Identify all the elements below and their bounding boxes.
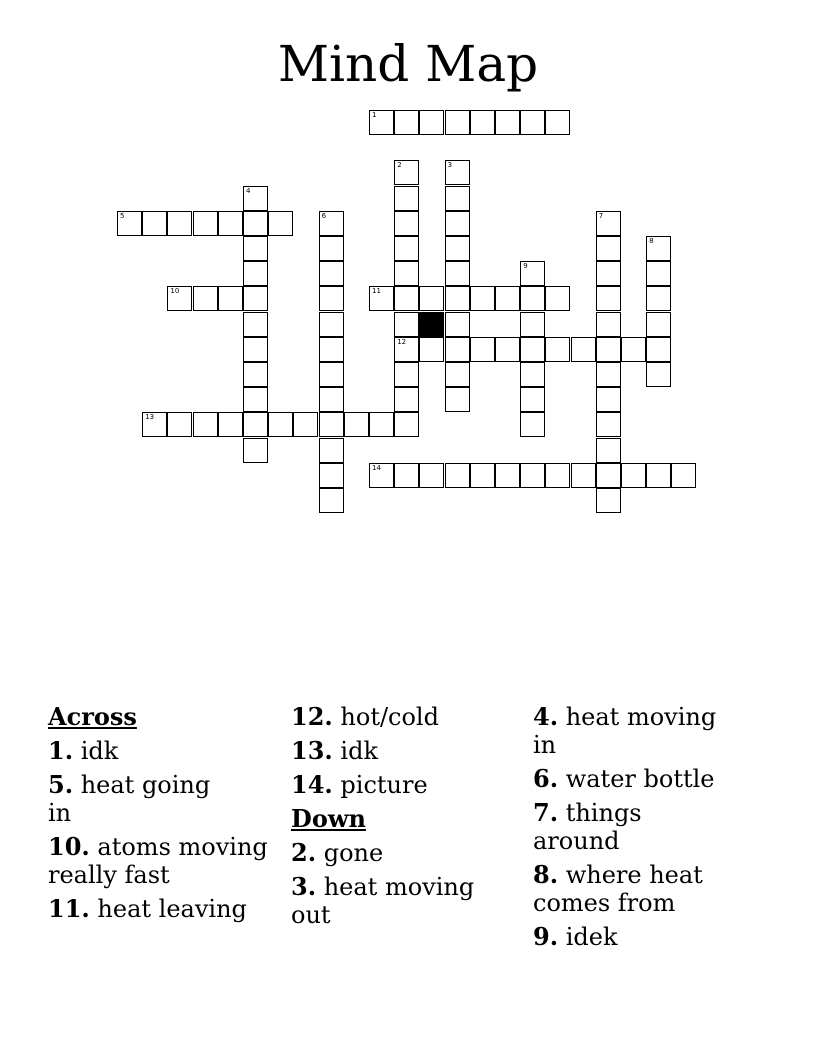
grid-cell[interactable] bbox=[520, 261, 545, 286]
grid-cell[interactable] bbox=[596, 337, 621, 362]
grid-cell[interactable] bbox=[243, 286, 268, 311]
clue-number: 2. bbox=[291, 838, 317, 867]
clue-number: 14. bbox=[291, 770, 333, 799]
grid-cell[interactable] bbox=[419, 286, 444, 311]
grid-cell[interactable] bbox=[596, 438, 621, 463]
grid-cell[interactable] bbox=[319, 236, 344, 261]
clue-across-1 bbox=[48, 737, 284, 765]
grid-cell[interactable] bbox=[369, 412, 394, 437]
grid-cell[interactable] bbox=[596, 286, 621, 311]
grid-cell[interactable] bbox=[419, 337, 444, 362]
clue-number: 4. bbox=[533, 702, 559, 731]
grid-cell[interactable] bbox=[470, 286, 495, 311]
grid-cell[interactable] bbox=[445, 261, 470, 286]
cell-number: 5 bbox=[120, 211, 125, 220]
grid-cell[interactable] bbox=[445, 286, 470, 311]
grid-cell[interactable] bbox=[319, 337, 344, 362]
grid-cell[interactable] bbox=[243, 362, 268, 387]
clue-number: 12. bbox=[291, 702, 333, 731]
grid-cell[interactable] bbox=[545, 110, 570, 135]
cell-number: 14 bbox=[372, 463, 381, 472]
grid-cell[interactable] bbox=[646, 261, 671, 286]
grid-cell[interactable] bbox=[571, 337, 596, 362]
grid-cell[interactable] bbox=[319, 488, 344, 513]
grid-cell[interactable] bbox=[646, 286, 671, 311]
clue-down-8 bbox=[533, 861, 723, 917]
grid-cell[interactable] bbox=[193, 412, 218, 437]
grid-cell[interactable] bbox=[243, 312, 268, 337]
clue-text: idek bbox=[565, 923, 618, 951]
grid-cell[interactable] bbox=[394, 110, 419, 135]
grid-cell[interactable] bbox=[495, 110, 520, 135]
cell-number: 11 bbox=[372, 287, 381, 296]
grid-cell[interactable] bbox=[520, 412, 545, 437]
grid-cell[interactable] bbox=[520, 463, 545, 488]
grid-cell[interactable] bbox=[596, 387, 621, 412]
grid-cell[interactable] bbox=[218, 211, 243, 236]
grid-cell[interactable] bbox=[445, 160, 470, 185]
grid-cell[interactable] bbox=[445, 110, 470, 135]
grid-cell[interactable] bbox=[646, 236, 671, 261]
down-heading: Down bbox=[291, 804, 366, 833]
grid-cell[interactable] bbox=[470, 463, 495, 488]
cell-number: 2 bbox=[397, 161, 402, 170]
grid-cell[interactable] bbox=[646, 362, 671, 387]
grid-cell[interactable] bbox=[243, 387, 268, 412]
clue-number: 3. bbox=[291, 872, 317, 901]
grid-cell[interactable] bbox=[394, 211, 419, 236]
grid-cell[interactable] bbox=[394, 337, 419, 362]
clue-across-5 bbox=[48, 771, 228, 827]
grid-cell[interactable] bbox=[394, 463, 419, 488]
clue-column-1 bbox=[48, 703, 284, 929]
grid-cell[interactable] bbox=[344, 412, 369, 437]
grid-cell[interactable] bbox=[621, 337, 646, 362]
clue-text: atoms moving really fast bbox=[48, 833, 268, 889]
grid-cell[interactable] bbox=[596, 463, 621, 488]
grid-cell[interactable] bbox=[394, 261, 419, 286]
grid-cell[interactable] bbox=[167, 211, 192, 236]
grid-cell[interactable] bbox=[621, 463, 646, 488]
grid-cell[interactable] bbox=[520, 286, 545, 311]
grid-cell[interactable] bbox=[319, 387, 344, 412]
cell-number: 9 bbox=[523, 262, 528, 271]
cell-number: 4 bbox=[246, 186, 251, 195]
cell-number: 7 bbox=[598, 211, 604, 220]
clue-down-7 bbox=[533, 799, 663, 855]
grid-cell[interactable] bbox=[445, 236, 470, 261]
grid-cell[interactable] bbox=[445, 211, 470, 236]
clue-number: 7. bbox=[533, 798, 559, 827]
clue-across-14 bbox=[291, 771, 527, 799]
grid-cell[interactable] bbox=[596, 236, 621, 261]
cell-number: 1 bbox=[372, 111, 377, 119]
cell-number: 6 bbox=[321, 211, 327, 220]
grid-cell[interactable] bbox=[319, 261, 344, 286]
grid-cell[interactable] bbox=[243, 236, 268, 261]
clue-across-13 bbox=[291, 737, 527, 765]
grid-cell[interactable] bbox=[671, 463, 696, 488]
cell-number: 10 bbox=[170, 287, 180, 296]
grid-cell[interactable] bbox=[193, 286, 218, 311]
grid-cell[interactable] bbox=[596, 362, 621, 387]
clue-text: picture bbox=[340, 771, 428, 799]
grid-cell[interactable] bbox=[596, 211, 621, 236]
grid-cell[interactable] bbox=[495, 463, 520, 488]
grid-cell[interactable] bbox=[520, 362, 545, 387]
grid-cell[interactable] bbox=[293, 412, 318, 437]
grid-cell[interactable] bbox=[142, 412, 167, 437]
grid-cell[interactable] bbox=[445, 337, 470, 362]
grid-cell[interactable] bbox=[520, 110, 545, 135]
grid-cell[interactable] bbox=[495, 337, 520, 362]
grid-cell[interactable] bbox=[520, 337, 545, 362]
grid-cell[interactable] bbox=[545, 463, 570, 488]
grid-cell[interactable] bbox=[646, 337, 671, 362]
grid-cell[interactable] bbox=[445, 463, 470, 488]
grid-cell[interactable] bbox=[520, 312, 545, 337]
grid-cell[interactable] bbox=[646, 463, 671, 488]
clue-text: gone bbox=[323, 839, 384, 867]
grid-cell[interactable] bbox=[394, 362, 419, 387]
clue-text: where heat comes from bbox=[533, 861, 703, 917]
grid-cell[interactable] bbox=[243, 438, 268, 463]
grid-cell[interactable] bbox=[243, 337, 268, 362]
grid-cell[interactable] bbox=[319, 362, 344, 387]
grid-cell[interactable] bbox=[369, 286, 394, 311]
clue-text: heat moving in bbox=[533, 703, 717, 759]
grid-cell[interactable] bbox=[596, 488, 621, 513]
grid-cell[interactable] bbox=[419, 463, 444, 488]
clue-down-9 bbox=[533, 923, 769, 951]
clue-text: idk bbox=[340, 737, 378, 765]
grid-cell[interactable] bbox=[646, 312, 671, 337]
grid-cell[interactable] bbox=[394, 160, 419, 185]
grid-cell[interactable] bbox=[268, 412, 293, 437]
clue-number: 6. bbox=[533, 764, 559, 793]
clue-number: 5. bbox=[48, 770, 74, 799]
grid-cell[interactable] bbox=[319, 286, 344, 311]
clue-column-2 bbox=[291, 703, 527, 935]
grid-cell[interactable] bbox=[419, 110, 444, 135]
clue-text: heat moving out bbox=[291, 873, 475, 929]
cell-number: 13 bbox=[145, 413, 155, 422]
grid-cell[interactable] bbox=[218, 286, 243, 311]
clue-text: water bottle bbox=[565, 765, 715, 793]
clue-text: heat going in bbox=[48, 771, 211, 827]
grid-cell[interactable] bbox=[470, 337, 495, 362]
grid-cell[interactable] bbox=[394, 186, 419, 211]
clue-text: things around bbox=[533, 799, 642, 855]
clue-number: 10. bbox=[48, 832, 90, 861]
grid-cell[interactable] bbox=[193, 211, 218, 236]
grid-block bbox=[419, 312, 444, 337]
cell-number: 3 bbox=[447, 161, 453, 170]
grid-cell[interactable] bbox=[319, 211, 344, 236]
grid-cell[interactable] bbox=[394, 286, 419, 311]
grid-cell[interactable] bbox=[268, 211, 293, 236]
grid-cell[interactable] bbox=[243, 186, 268, 211]
grid-cell[interactable] bbox=[394, 412, 419, 437]
clue-number: 11. bbox=[48, 894, 90, 923]
grid-cell[interactable] bbox=[571, 463, 596, 488]
clue-text: idk bbox=[80, 737, 119, 765]
clue-number: 1. bbox=[48, 736, 74, 765]
clue-number: 9. bbox=[533, 922, 559, 951]
grid-cell[interactable] bbox=[319, 438, 344, 463]
clue-down-6 bbox=[533, 765, 769, 793]
grid-cell[interactable] bbox=[319, 412, 344, 437]
grid-cell[interactable] bbox=[142, 211, 167, 236]
grid-cell[interactable] bbox=[394, 236, 419, 261]
clue-number: 13. bbox=[291, 736, 333, 765]
clue-text: hot/cold bbox=[340, 703, 439, 731]
grid-cell[interactable] bbox=[167, 412, 192, 437]
grid-cell[interactable] bbox=[520, 387, 545, 412]
grid-cell[interactable] bbox=[445, 186, 470, 211]
grid-cell[interactable] bbox=[394, 312, 419, 337]
grid-cell[interactable] bbox=[445, 387, 470, 412]
grid-cell[interactable] bbox=[470, 110, 495, 135]
grid-cell[interactable] bbox=[596, 312, 621, 337]
grid-cell[interactable] bbox=[369, 110, 394, 135]
grid-cell[interactable] bbox=[596, 412, 621, 437]
grid-cell[interactable] bbox=[596, 261, 621, 286]
cell-number: 8 bbox=[649, 237, 654, 245]
grid-cell[interactable] bbox=[495, 286, 520, 311]
clue-down-3 bbox=[291, 873, 491, 929]
clue-across-11 bbox=[48, 895, 284, 923]
grid-cell[interactable] bbox=[167, 286, 192, 311]
grid-cell[interactable] bbox=[243, 412, 268, 437]
grid-cell[interactable] bbox=[545, 337, 570, 362]
across-heading: Across bbox=[48, 702, 137, 731]
clue-down-2 bbox=[291, 839, 527, 867]
grid-cell[interactable] bbox=[117, 211, 142, 236]
grid-cell[interactable] bbox=[545, 286, 570, 311]
clue-number: 8. bbox=[533, 860, 559, 889]
clue-text: heat leaving bbox=[97, 895, 247, 923]
grid-cell[interactable] bbox=[394, 387, 419, 412]
grid-cell[interactable] bbox=[319, 312, 344, 337]
clue-across-12 bbox=[291, 703, 527, 731]
clue-down-4 bbox=[533, 703, 733, 759]
cell-number: 12 bbox=[397, 337, 407, 346]
grid-cell[interactable] bbox=[243, 261, 268, 286]
grid-cell[interactable] bbox=[218, 412, 243, 437]
grid-cell[interactable] bbox=[243, 211, 268, 236]
grid-cell[interactable] bbox=[369, 463, 394, 488]
grid-cell[interactable] bbox=[445, 362, 470, 387]
grid-cell[interactable] bbox=[445, 312, 470, 337]
clue-column-3 bbox=[533, 703, 769, 957]
page-title: Mind Map bbox=[277, 35, 539, 93]
clue-across-10 bbox=[48, 833, 284, 889]
grid-cell[interactable] bbox=[319, 463, 344, 488]
